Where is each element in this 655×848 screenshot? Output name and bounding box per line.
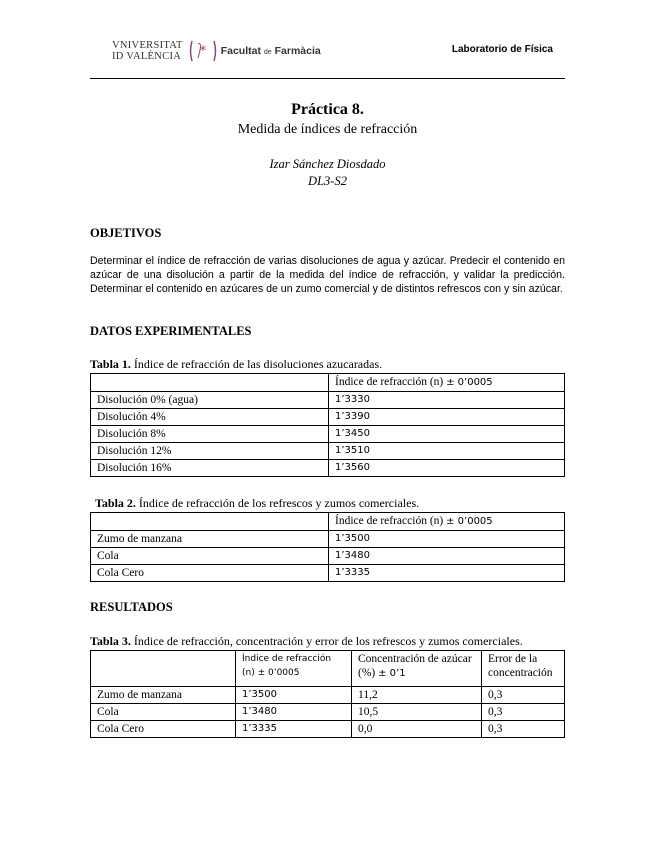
table-row: Disolución 16% 1’3560 [91,460,565,477]
objectives-heading: OBJETIVOS [90,226,162,240]
table3 [90,650,565,738]
table1 [90,373,565,477]
university-name-line1: VNIVERSITAT [112,40,183,51]
table-row: Cola 1’3480 [91,548,565,565]
table-row: Disolución 4% 1’3390 [91,409,565,426]
table-row: Zumo de manzana 1’3500 [91,531,565,548]
table-row: Cola Cero 1’3335 0,0 0,3 [91,721,565,738]
table-header-cell: Índice de refracción (n) ± 0’0005 [329,374,565,392]
page-header [90,30,565,78]
practice-title: Práctica 8. [291,101,364,118]
svg-text:*: * [199,44,206,59]
lab-label: Laboratorio de Física [451,44,553,55]
objectives-text: Determinar el índice de refracción de varias disoluciones de agua y azúcar. Predecir el contenido en azúcar de una disolución a partir de la medida del índice de refracción, y validar la predicción. Determinar el contenido en azúcares de un zumo comercial y de distintos refrescos con y sin azúcar. [90,255,565,295]
pharmacy-emblem-icon [189,39,217,63]
author-name: Izar Sánchez Diosdado [269,157,386,171]
table-header-cell: Concentración de azúcar (%) ± 0’1 [352,651,482,687]
table1-caption: Tabla 1. Índice de refracción de las disoluciones azucaradas. [90,357,383,371]
experimental-heading: DATOS EXPERIMENTALES [90,324,252,338]
table-header-cell: Índice de refracción (n) ± 0’0005 [236,651,352,687]
table-header-row [91,651,565,687]
table-header-row [91,374,565,392]
table-header-cell: Índice de refracción (n) ± 0’0005 [329,513,565,531]
results-heading: RESULTADOS [90,600,173,614]
table3-caption: Tabla 3. Índice de refracción, concentración y error de los refrescos y zumos comerciales. [90,634,523,648]
table-row: Cola Cero 1’3335 [91,565,565,582]
table-header-cell: Error de la concentración [482,651,565,687]
university-name-line2: ID VALÈNCIA [112,51,182,62]
table-row: Disolución 12% 1’3510 [91,443,565,460]
group-code: DL3-S2 [308,174,347,188]
table2 [90,512,565,582]
table-row: Disolución 0% (agua) 1’3330 [91,392,565,409]
table-row: Disolución 8% 1’3450 [91,426,565,443]
table2-caption: Tabla 2. Índice de refracción de los refrescos y zumos comerciales. [95,496,420,510]
table-row: Cola 1’3480 10,5 0,3 [91,704,565,721]
table-header-row [91,513,565,531]
practice-subtitle: Medida de índices de refracción [237,122,418,137]
header-divider [90,78,565,79]
table-row: Zumo de manzana 1’3500 11,2 0,3 [91,687,565,704]
faculty-name: Facultat de Farmàcia [220,45,321,57]
university-logo [112,36,321,66]
